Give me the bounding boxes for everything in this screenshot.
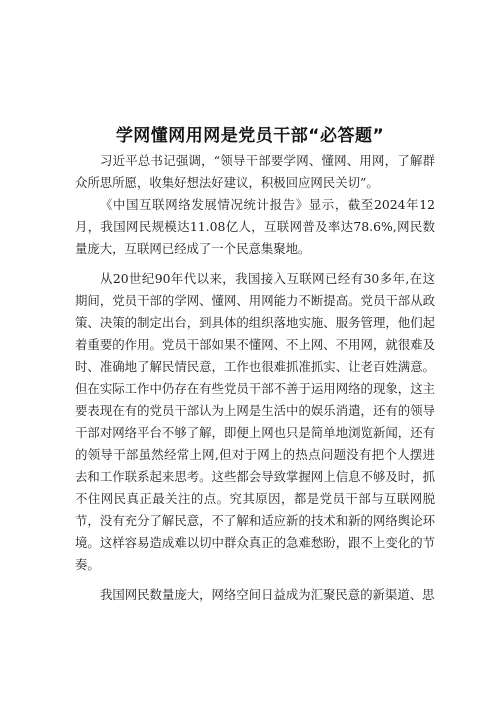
article-title: 学网懂网用网是党员干部“必答题”	[115, 126, 385, 146]
paragraph-3: 从20世纪90年代以来，我国接入互联网已经有30多年,在这期间，党员干部的学网、懂网、用网能力不断提高。党员干部从政策、决策的制定出台，到具体的组织落地实施、服务管理，他们起着重要的作用。党员干部如果不懂网、不上网、不用网，就很难及时、准确地了解民情民意，工作也很难抓准抓实、让老百姓满意。但在实际工作中仍存在有些党员干部不善于运用网络的现象，这主要表现在有的党员干部认为上网是生活中的娱乐消遣，还有的领导干部对网络平台不够了解，即便上网也只是简单地浏览新闻，还有的领导干部虽然经常上网,但对于网上的热点问题没有把个人摆进去和工作联系起来思考。这些都会导致掌握网上信息不够及时，抓不住网民真正最关注的点。究其原因，都是党员干部与互联网脱节，没有充分了解民意，不了解和适应新的技术和新的网络舆论环境。这样容易造成难以切中群众真正的急难愁盼，跟不上变化的节奏。	[75, 271, 435, 572]
paragraph-1: 习近平总书记强调，“领导干部要学网、懂网、用网，了解群众所思所愿，收集好想法好建议，积极回应网民关切”。	[75, 153, 435, 190]
paragraph-4: 我国网民数量庞大，网络空间日益成为汇聚民意的新渠道、思	[100, 587, 435, 602]
article-body	[75, 150, 435, 606]
paragraph-2: 《中国互联网络发展情况统计报告》显示，截至2024年12月，我国网民规模达11.08亿人，互联网普及率达78.6%,网民数量庞大，互联网已经成了一个民意集聚地。	[75, 197, 435, 256]
